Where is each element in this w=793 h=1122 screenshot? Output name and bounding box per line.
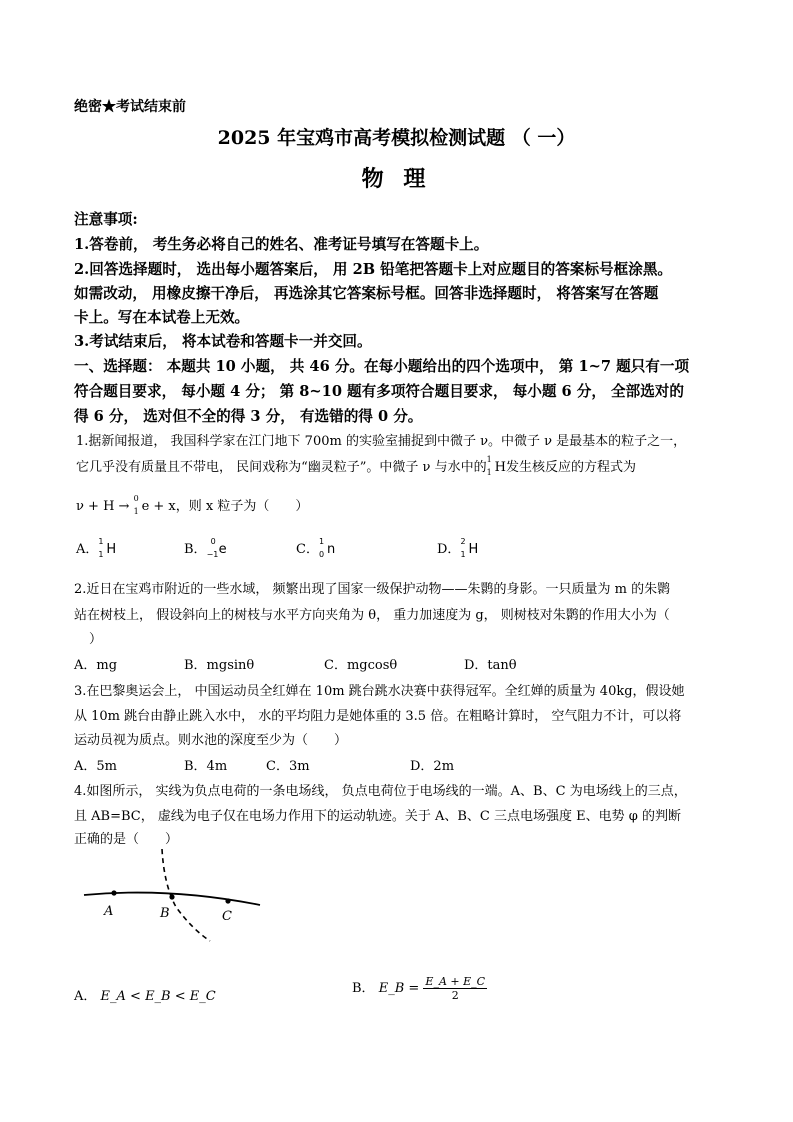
q2-option-d[interactable]: D．tanθ: [464, 658, 517, 673]
q3-stem-line1: 3.在巴黎奥运会上， 中国运动员全红婵在 10m 跳台跳水决赛中获得冠军。全红婵的质量为 40kg，假设她: [74, 684, 685, 699]
point-a-dot: [111, 890, 116, 895]
q1-option-c[interactable]: C． 1 0 n: [296, 537, 336, 559]
section-header-line3: 得 6 分， 选对但不全的得 3 分， 有选错的得 0 分。: [74, 408, 423, 425]
field-line-figure: [80, 845, 270, 945]
point-c-dot: [225, 898, 230, 903]
q2-option-c[interactable]: C．mgcosθ: [324, 658, 398, 673]
notice-item-2-line2: 如需改动， 用橡皮擦干净后， 再选涂其它答案标号框。回答非选择题时， 将答案写在答题: [74, 285, 659, 302]
q1-equation: ν + H → 0 1 e + x，则 x 粒子为（ ）: [76, 494, 309, 516]
q1-stem-line1: 1.据新闻报道， 我国科学家在江门地下 700m 的实验室捕捉到中微子 ν。中微子 ν 是最基本的粒子之一，: [76, 434, 687, 449]
q2-option-a[interactable]: A．mg: [74, 658, 118, 673]
section-header-line1: 一、选择题： 本题共 10 小题， 共 46 分。在每小题给出的四个选项中， 第 1~7 题只有一项: [74, 358, 690, 375]
q1-stem-line2-b: 发生核反应的方程式为: [505, 460, 636, 475]
section-header-line2: 符合题目要求， 每小题 4 分； 第 8~10 题有多项符合题目要求， 每小题 6 分， 全部选对的: [74, 383, 684, 400]
point-b-dot: [169, 894, 174, 899]
q4-option-b[interactable]: B． E_B = $\frac{E\_A + E\_C}{2}$: [352, 975, 486, 1002]
q4-stem-line3: 正确的是（ ）: [74, 832, 179, 847]
notice-item-2-line3: 卡上。写在本试卷上无效。: [74, 309, 250, 326]
q3-option-d[interactable]: D．2m: [410, 759, 455, 774]
q4-option-a[interactable]: A． E_A < E_B < E_C: [74, 989, 216, 1004]
confidential-label: 绝密★考试结束前: [74, 99, 186, 115]
q1-stem-line2: [76, 456, 636, 475]
q1-stem-line2-a: 它几乎没有质量且不带电， 民间戏称为“幽灵粒子”。中微子 ν 与水中的: [76, 460, 487, 475]
point-b-label: B: [160, 906, 170, 921]
notice-heading: 注意事项:: [74, 211, 138, 228]
page-title: 2025 年宝鸡市高考模拟检测试题 （ 一）: [217, 127, 576, 149]
point-c-label: C: [222, 909, 232, 924]
q3-option-b[interactable]: B．4m: [184, 759, 228, 774]
notice-item-3: 3.考试结束后， 将本试卷和答题卡一并交回。: [74, 333, 372, 350]
q2-option-b[interactable]: B．mgsinθ: [184, 658, 255, 673]
q3-option-c[interactable]: C．3m: [266, 759, 310, 774]
q3-stem-line2: 从 10m 跳台由静止跳入水中， 水的平均阻力是她体重的 3.5 倍。在粗略计算时， 空气阻力不计，可以将: [74, 709, 682, 724]
q1-hydrogen-nuclide: 1 1 H: [486, 455, 506, 477]
q2-stem-line1: 2.近日在宝鸡市附近的一些水域， 频繁出现了国家一级保护动物——朱鹮的身影。一只质量为 m 的朱鹮: [74, 582, 671, 597]
q1-option-d[interactable]: D． 2 1 H: [437, 537, 479, 559]
q4-stem-line1: 4.如图所示， 实线为负点电荷的一条电场线， 负点电荷位于电场线的一端。A、B、C 为电场线上的三点，: [74, 784, 687, 799]
q2-stem-line3: ）: [76, 632, 103, 647]
q4-option-a-expression: E_A < E_B < E_C: [100, 989, 216, 1004]
q4-option-b-fraction: $\frac{E\_A + E\_C}{2}$: [425, 975, 486, 1002]
q1-option-a[interactable]: A． 1 1 H: [76, 537, 117, 559]
notice-item-2-line1: 2.回答选择题时， 选出每小题答案后， 用 2B 铅笔把答题卡上对应题目的答案标号框涂黑。: [74, 261, 673, 278]
q1-option-b[interactable]: B． 0 −1 e: [184, 537, 227, 559]
q4-option-b-lhs: E_B =: [378, 981, 420, 996]
q2-stem-line2: 站在树枝上， 假设斜向上的树枝与水平方向夹角为 θ， 重力加速度为 g， 则树枝对朱鹮的作用大小为（: [74, 608, 670, 623]
point-a-label: A: [104, 904, 114, 919]
subject-title: 物 理: [361, 166, 432, 192]
notice-item-1: 1.答卷前， 考生务必将自己的姓名、准考证号填写在答题卡上。: [74, 236, 489, 253]
q3-option-a[interactable]: A．5m: [74, 759, 117, 774]
q3-stem-line3: 运动员视为质点。则水池的深度至少为（ ）: [74, 733, 348, 748]
q4-stem-line2: 且 AB=BC， 虚线为电子仅在电场力作用下的运动轨迹。关于 A、B、C 三点电场强度 E、电势 φ 的判断: [74, 809, 681, 824]
